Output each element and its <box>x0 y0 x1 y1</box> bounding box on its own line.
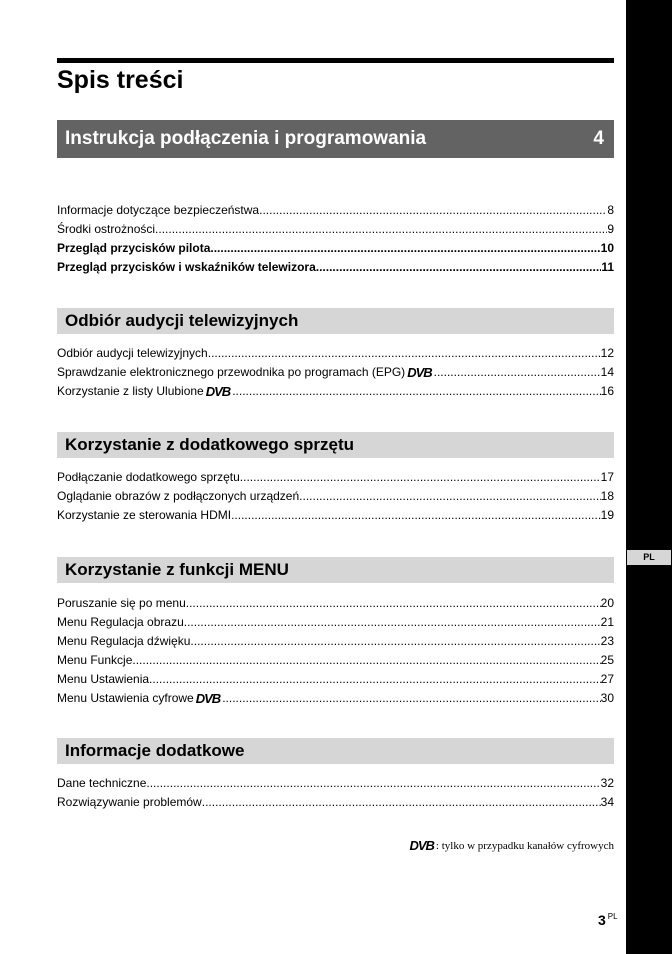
toc-entry-label: Odbiór audycji telewizyjnych <box>57 346 208 360</box>
toc-entry[interactable] <box>57 771 614 790</box>
toc-entry-page: 19 <box>600 508 614 522</box>
toc-entry-label: Przegląd przycisków pilota <box>57 241 211 255</box>
toc-entry-page: 16 <box>600 384 614 398</box>
toc-leader-dots <box>146 776 600 790</box>
toc-entry-label: Menu Funkcje <box>57 653 133 667</box>
toc-list-tv-reception <box>57 341 614 398</box>
toc-leader-dots <box>316 260 602 274</box>
toc-entry-label: Menu Ustawienia <box>57 672 150 686</box>
toc-entry[interactable] <box>57 667 614 686</box>
toc-entry[interactable] <box>57 236 614 255</box>
toc-entry[interactable] <box>57 648 614 667</box>
toc-list-general <box>57 198 614 274</box>
main-section-heading <box>57 120 614 158</box>
toc-entry[interactable] <box>57 217 614 236</box>
toc-entry-label: Menu Regulacja dźwięku <box>57 634 191 648</box>
toc-entry-page: 21 <box>600 615 614 629</box>
toc-entry-label: Menu Ustawienia cyfrowe <box>57 691 194 705</box>
toc-entry-label: Menu Regulacja obrazu <box>57 615 184 629</box>
language-tab: PL <box>627 550 671 565</box>
dvb-logo-icon: DVB <box>407 365 432 380</box>
toc-entry-page: 23 <box>600 634 614 648</box>
toc-entry-label: Przegląd przycisków i wskaźników telewizora <box>57 260 316 274</box>
section-heading-tv-reception: Odbiór audycji telewizyjnych <box>57 308 614 334</box>
toc-entry-label: Rozwiązywanie problemów <box>57 795 202 809</box>
toc-leader-dots <box>210 241 600 255</box>
toc-leader-dots <box>232 384 600 398</box>
page-number-suffix: PL <box>607 912 618 922</box>
toc-list-menu <box>57 591 614 705</box>
toc-leader-dots <box>155 222 607 236</box>
toc-leader-dots <box>231 508 601 522</box>
toc-entry-label: Środki ostrożności <box>57 222 156 236</box>
toc-entry-page: 18 <box>600 489 614 503</box>
toc-entry[interactable] <box>57 686 614 705</box>
toc-entry-label: Oglądanie obrazów z podłączonych urządzeń <box>57 489 300 503</box>
toc-entry-page: 10 <box>600 241 614 255</box>
toc-entry-page: 8 <box>607 203 614 217</box>
toc-entry-label: Podłączanie dodatkowego sprzętu <box>57 470 240 484</box>
toc-entry-page: 25 <box>600 653 614 667</box>
toc-entry[interactable] <box>57 790 614 809</box>
page-number-value: 3 <box>598 912 606 928</box>
toc-entry[interactable] <box>57 379 614 398</box>
toc-leader-dots <box>190 634 600 648</box>
toc-leader-dots <box>208 346 601 360</box>
toc-entry-page: 12 <box>600 346 614 360</box>
toc-entry[interactable] <box>57 341 614 360</box>
toc-entry-page: 17 <box>600 470 614 484</box>
toc-entry-page: 32 <box>600 776 614 790</box>
toc-entry-label: Korzystanie z listy Ulubione <box>57 384 204 398</box>
dvb-logo-icon: DVB <box>195 691 221 706</box>
toc-leader-dots <box>299 489 600 503</box>
toc-entry-page: 30 <box>600 691 614 705</box>
toc-entry[interactable] <box>57 503 614 522</box>
section-heading-extra-equipment: Korzystanie z dodatkowego sprzętu <box>57 432 614 458</box>
toc-leader-dots <box>434 365 601 379</box>
toc-leader-dots <box>222 691 600 705</box>
toc-entry[interactable] <box>57 484 614 503</box>
toc-entry[interactable] <box>57 198 614 217</box>
toc-entry[interactable] <box>57 360 614 379</box>
toc-entry[interactable] <box>57 255 614 274</box>
dvb-logo-icon: DVB <box>409 838 434 853</box>
toc-leader-dots <box>240 470 601 484</box>
toc-entry-label: Sprawdzanie elektronicznego przewodnika po programach (EPG) <box>57 365 406 379</box>
side-bar <box>626 0 672 954</box>
toc-entry-page: 9 <box>607 222 614 236</box>
toc-leader-dots <box>186 596 601 610</box>
toc-leader-dots <box>149 672 601 686</box>
toc-leader-dots <box>202 795 601 809</box>
dvb-legend <box>407 840 614 852</box>
toc-entry-page: 34 <box>600 795 614 809</box>
toc-entry-label: Dane techniczne <box>57 776 147 790</box>
toc-list-additional-info <box>57 771 614 809</box>
main-section-page: 4 <box>593 128 604 149</box>
toc-leader-dots <box>132 653 600 667</box>
toc-entry[interactable] <box>57 465 614 484</box>
toc-list-extra-equipment <box>57 465 614 522</box>
toc-entry[interactable] <box>57 629 614 648</box>
toc-entry-label: Poruszanie się po menu <box>57 596 186 610</box>
toc-entry-page: 14 <box>600 365 614 379</box>
section-heading-menu: Korzystanie z funkcji MENU <box>57 557 614 583</box>
toc-leader-dots <box>184 615 601 629</box>
toc-entry-label: Informacje dotyczące bezpieczeństwa <box>57 203 260 217</box>
toc-entry-page: 11 <box>601 260 614 274</box>
page-number <box>598 912 618 928</box>
toc-entry[interactable] <box>57 591 614 610</box>
main-section-title: Instrukcja podłączenia i programowania <box>65 128 427 149</box>
toc-entry-page: 27 <box>600 672 614 686</box>
legend-text: : tylko w przypadku kanałów cyfrowych <box>435 840 614 852</box>
page-title: Spis treści <box>57 66 184 94</box>
toc-entry-page: 20 <box>600 596 614 610</box>
dvb-logo-icon: DVB <box>205 384 231 399</box>
toc-entry[interactable] <box>57 610 614 629</box>
toc-entry-label: Korzystanie ze sterowania HDMI <box>57 508 232 522</box>
top-rule <box>57 58 614 63</box>
toc-leader-dots <box>259 203 607 217</box>
section-heading-additional-info: Informacje dodatkowe <box>57 738 614 764</box>
